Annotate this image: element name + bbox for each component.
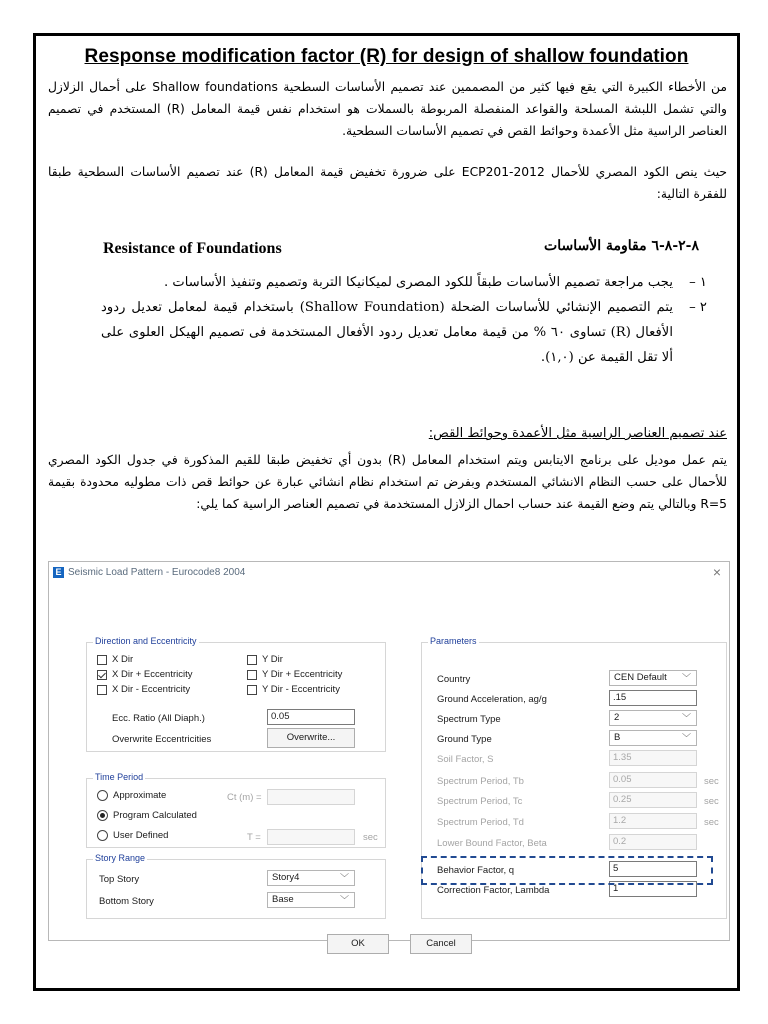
- radio-circle[interactable]: [97, 830, 108, 841]
- ct-input[interactable]: [267, 789, 355, 805]
- story-range-group: [86, 853, 386, 919]
- overwrite-button[interactable]: Overwrite...: [267, 728, 355, 748]
- checkbox-box[interactable]: [97, 685, 107, 695]
- bottom-story-select[interactable]: Base ﹀: [267, 892, 355, 908]
- dialog-titlebar: [53, 567, 245, 578]
- y-dir-plus-ecc-checkbox[interactable]: Y Dir + Eccentricity: [247, 669, 342, 680]
- spectrum-period-td-input: 1.2: [609, 813, 697, 829]
- direction-eccentricity-group: [86, 636, 386, 752]
- vertical-elements-paragraph: يتم عمل موديل على برنامج الايتابس ويتم استخدام المعامل (R) بدون أي تخفيض طبقا للقيم المذكورة في جدول الكود المصري للأحمال على حسب النظام الانشائي المستخدم وبفرض تم استخدام نظام انشائي عبارة عن حوائط قص ذات مطوليه محدودة بقيمة R=5 وبالتالي يتم وضع القيمة عند حساب احمال الزلازل المستخدمة في تصميم العناصر الراسية كما يلي:: [48, 453, 727, 511]
- chevron-down-icon: ﹀: [681, 673, 691, 683]
- lower-bound-beta-input: 0.2: [609, 834, 697, 850]
- program-calculated-radio[interactable]: Program Calculated: [97, 810, 197, 821]
- chevron-down-icon: ﹀: [339, 895, 349, 905]
- group-legend: Direction and Eccentricity: [95, 636, 197, 646]
- spectrum-period-tb-label: Spectrum Period, Tb: [437, 776, 524, 787]
- seismic-load-pattern-dialog: [48, 561, 730, 949]
- soil-factor-label: Soil Factor, S: [437, 754, 494, 765]
- country-select[interactable]: CEN Default ﹀: [609, 670, 697, 686]
- group-legend: Story Range: [95, 853, 146, 863]
- x-dir-plus-ecc-checkbox[interactable]: X Dir + Eccentricity: [97, 669, 193, 680]
- top-story-label: Top Story: [99, 874, 140, 885]
- tc-unit: sec: [704, 796, 719, 807]
- lower-bound-beta-label: Lower Bound Factor, Beta: [437, 838, 547, 849]
- checkbox-box[interactable]: [97, 655, 107, 665]
- t-unit: sec: [363, 832, 378, 843]
- bottom-story-label: Bottom Story: [99, 896, 154, 907]
- cancel-button[interactable]: Cancel: [410, 934, 472, 954]
- group-legend: Parameters: [430, 636, 477, 646]
- checkbox-box-checked[interactable]: [97, 670, 107, 680]
- excerpt-title-ar: ٨-٢-٨-٦ مقاومة الأساسات: [544, 238, 699, 254]
- ok-button[interactable]: OK: [327, 934, 389, 954]
- y-dir-minus-ecc-checkbox[interactable]: Y Dir - Eccentricity: [247, 684, 340, 695]
- ground-type-label: Ground Type: [437, 734, 492, 745]
- excerpt-item: [101, 295, 707, 370]
- checkbox-box[interactable]: [247, 670, 257, 680]
- spectrum-period-tb-input: 0.05: [609, 772, 697, 788]
- excerpt-item-text: يتم التصميم الإنشائي للأساسات الضحلة (Shallow Foundation) باستخدام قيمة لمعامل تعديل ردود الأفعال (R) تساوى ٦٠ % من قيمة معامل تعديل ردود الأفعال المستخدمة فى تصميم الهيكل العلوى على ألا تقل القيمة عن (١,٠).: [101, 300, 674, 365]
- chevron-down-icon: ﹀: [681, 733, 691, 743]
- correction-factor-label: Correction Factor, Lambda: [437, 885, 550, 896]
- chevron-down-icon: ﹀: [681, 713, 691, 723]
- excerpt-item-number: ٢ –: [689, 300, 707, 315]
- behavior-factor-highlight: [421, 856, 713, 885]
- tb-unit: sec: [704, 776, 719, 787]
- section-heading: عند تصميم العناصر الراسية مثل الأعمدة وحوائط القص:: [428, 426, 727, 441]
- soil-factor-input: 1.35: [609, 750, 697, 766]
- radio-circle[interactable]: [97, 790, 108, 801]
- chevron-down-icon: ﹀: [339, 873, 349, 883]
- x-dir-minus-ecc-checkbox[interactable]: X Dir - Eccentricity: [97, 684, 190, 695]
- code-reference-paragraph: حيث ينص الكود المصري للأحمال ECP201-2012 على ضرورة تخفيض قيمة المعامل (R) عند تصميم الأساسات السطحية طبقا للفقرة التالية:: [48, 165, 728, 201]
- country-label: Country: [437, 674, 471, 685]
- etabs-app-icon: E: [53, 567, 64, 578]
- ground-type-select[interactable]: B ﹀: [609, 730, 697, 746]
- t-label: T =: [247, 832, 261, 843]
- group-legend: Time Period: [95, 772, 144, 782]
- behavior-factor-input[interactable]: 5: [609, 861, 697, 877]
- user-defined-radio[interactable]: User Defined: [97, 830, 168, 841]
- page-title: Response modification factor (R) for design of shallow foundation: [84, 46, 689, 67]
- ct-label: Ct (m) =: [227, 792, 262, 803]
- y-dir-checkbox[interactable]: Y Dir: [247, 654, 283, 665]
- time-period-group: [86, 772, 386, 848]
- spectrum-period-tc-label: Spectrum Period, Tc: [437, 796, 523, 807]
- checkbox-box[interactable]: [247, 685, 257, 695]
- spectrum-period-td-label: Spectrum Period, Td: [437, 817, 524, 828]
- code-excerpt: [91, 232, 707, 410]
- excerpt-title-en: Resistance of Foundations: [103, 240, 282, 257]
- document-frame: [33, 33, 740, 991]
- ground-acceleration-label: Ground Acceleration, ag/g: [437, 694, 547, 705]
- excerpt-item: [101, 270, 707, 295]
- x-dir-checkbox[interactable]: X Dir: [97, 654, 133, 665]
- excerpt-item-text: يجب مراجعة تصميم الأساسات طبقاً للكود المصرى لميكانيكا التربة وتصميم وتنفيذ الأساسات .: [163, 275, 673, 290]
- overwrite-ecc-label: Overwrite Eccentricities: [112, 734, 212, 745]
- ground-acceleration-input[interactable]: .15: [609, 690, 697, 706]
- top-story-select[interactable]: Story4 ﹀: [267, 870, 355, 886]
- correction-factor-input[interactable]: 1: [609, 881, 697, 897]
- checkbox-box[interactable]: [247, 655, 257, 665]
- intro-paragraph: من الأخطاء الكبيرة التي يقع فيها كثير من المصممين عند تصميم الأساسات السطحية Shallow foundations على أحمال الزلازل والتي تشمل اللبشة المسلحة والقواعد المنفصلة المربوطة بالسملات هو استخدام نفس قيمة المعامل (R) المستخدم في تصميم العناصر الراسية مثل الأعمدة وحوائط القص في تصميم الأساسات السطحية.: [48, 80, 728, 138]
- spectrum-period-tc-input: 0.25: [609, 792, 697, 808]
- t-input[interactable]: [267, 829, 355, 845]
- spectrum-type-select[interactable]: 2 ﹀: [609, 710, 697, 726]
- td-unit: sec: [704, 817, 719, 828]
- ecc-ratio-label: Ecc. Ratio (All Diaph.): [112, 713, 205, 724]
- close-icon[interactable]: ×: [712, 564, 721, 580]
- spectrum-type-label: Spectrum Type: [437, 714, 501, 725]
- behavior-factor-label: Behavior Factor, q: [437, 865, 515, 876]
- ecc-ratio-input[interactable]: 0.05: [267, 709, 355, 725]
- approximate-radio[interactable]: Approximate: [97, 790, 166, 801]
- excerpt-items: [101, 270, 707, 370]
- excerpt-item-number: ١ –: [689, 275, 707, 290]
- radio-circle-selected[interactable]: [97, 810, 108, 821]
- dialog-title: Seismic Load Pattern - Eurocode8 2004: [68, 567, 246, 578]
